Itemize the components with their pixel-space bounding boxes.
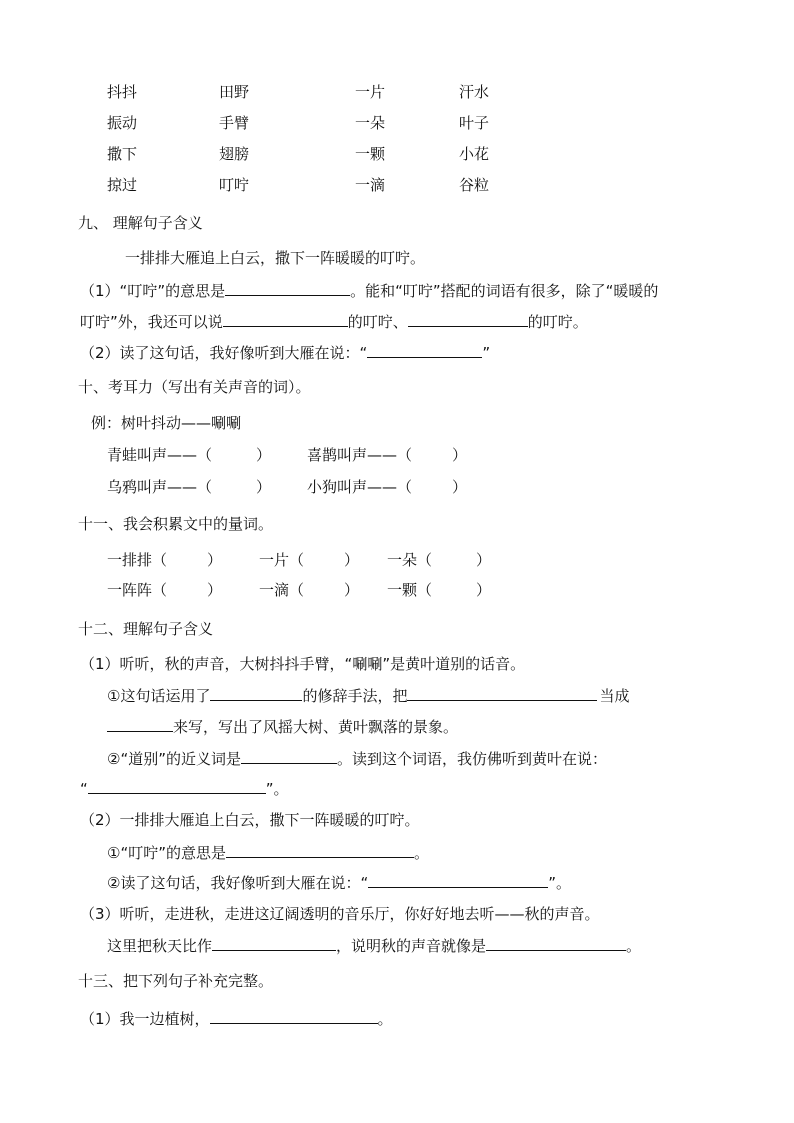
question-line [80,280,658,300]
answer-blank[interactable] [226,842,414,858]
sound-item: 小狗叫声——（ ） [307,478,468,496]
word: 汗水 [459,83,490,101]
question-line [80,342,490,362]
section-heading: 十二、理解句子含义 [78,620,214,638]
question-line: ①“叮咛”的意思是 。 [107,844,430,862]
question-text: 的叮咛。 [527,313,588,331]
question-text: （2）读了这句话，我好像听到大雁在说：“ [80,344,368,362]
sound-item: 青蛙叫声——（ ） [107,446,272,464]
answer-blank[interactable] [107,716,173,732]
question-text: 的叮咛、 [347,313,408,331]
word: 田野 [219,83,250,101]
answer-blank[interactable] [88,778,266,794]
answer-blank[interactable] [368,872,548,888]
question-line: （2）一排排大雁追上白云，撒下一阵暖暖的叮咛。 [80,811,420,829]
question-line: ②读了这句话，我好像听到大雁在说：“ ”。 [107,874,572,892]
answer-blank[interactable] [223,311,348,327]
answer-blank[interactable] [408,311,528,327]
answer-blank[interactable] [241,748,337,764]
word: 一片 [355,83,386,101]
word: 掠过 [107,176,138,194]
word: 手臂 [219,114,250,132]
answer-blank[interactable] [225,280,350,296]
question-text: ” [482,344,491,362]
section-heading: 十、考耳力（写出有关声音的词）。 [78,378,311,396]
measure-item: 一阵阵（ ） [107,581,223,599]
question-line: ①这句话运用了 的修辞手法，把 当成 [107,687,630,705]
question-line [80,311,588,331]
answer-blank[interactable] [212,935,336,951]
answer-blank[interactable] [486,935,626,951]
question-line: （1）我一边植树， 。 [80,1010,393,1028]
answer-blank[interactable] [210,1008,378,1024]
word: 一朵 [355,114,386,132]
question-line: 来写，写出了风摇大树、黄叶飘落的景象。 [107,716,458,736]
answer-blank[interactable] [210,685,302,701]
word: 撒下 [107,145,138,163]
answer-blank[interactable] [367,342,482,358]
example-line: 例：树叶抖动——唰唰 [91,414,242,432]
section-heading: 十三、把下列句子补充完整。 [78,972,274,990]
measure-item: 一朵（ ） [387,551,492,569]
measure-item: 一滴（ ） [259,581,360,599]
sound-item: 喜鹊叫声——（ ） [307,446,468,464]
question-line: ②“道别”的近义词是 。读到这个词语，我仿佛听到黄叶在说： [107,750,608,768]
question-line: “ ”。 [80,780,289,798]
measure-item: 一片（ ） [259,551,360,569]
word: 叶子 [459,114,490,132]
word: 一滴 [355,176,386,194]
question-text: 叮咛”外，我还可以说 [80,313,223,331]
word: 振动 [107,114,138,132]
word: 叮咛 [219,176,250,194]
section-heading: 十一、我会积累文中的量词。 [78,515,274,533]
measure-item: 一排排（ ） [107,551,223,569]
word: 谷粒 [459,176,490,194]
word: 小花 [459,145,490,163]
word: 抖抖 [107,83,138,101]
question-text: （1）“叮咛”的意思是 [80,282,226,300]
question-text: 。能和“叮咛”搭配的词语有很多，除了“暖暖的 [350,282,659,300]
sound-item: 乌鸦叫声——（ ） [107,478,272,496]
word: 翅膀 [219,145,250,163]
question-line: 这里把秋天比作 ，说明秋的声音就像是 。 [107,937,642,955]
measure-item: 一颗（ ） [387,581,492,599]
question-line: （1）听听，秋的声音，大树抖抖手臂，“唰唰”是黄叶道别的话音。 [80,655,526,673]
section-heading: 九、 理解句子含义 [78,214,203,232]
answer-blank[interactable] [407,685,597,701]
word: 一颗 [355,145,386,163]
quoted-sentence: 一排排大雁追上白云，撒下一阵暖暖的叮咛。 [125,249,426,267]
question-line: （3）听听，走进秋，走进这辽阔透明的音乐厅，你好好地去听——秋的声音。 [80,905,600,923]
